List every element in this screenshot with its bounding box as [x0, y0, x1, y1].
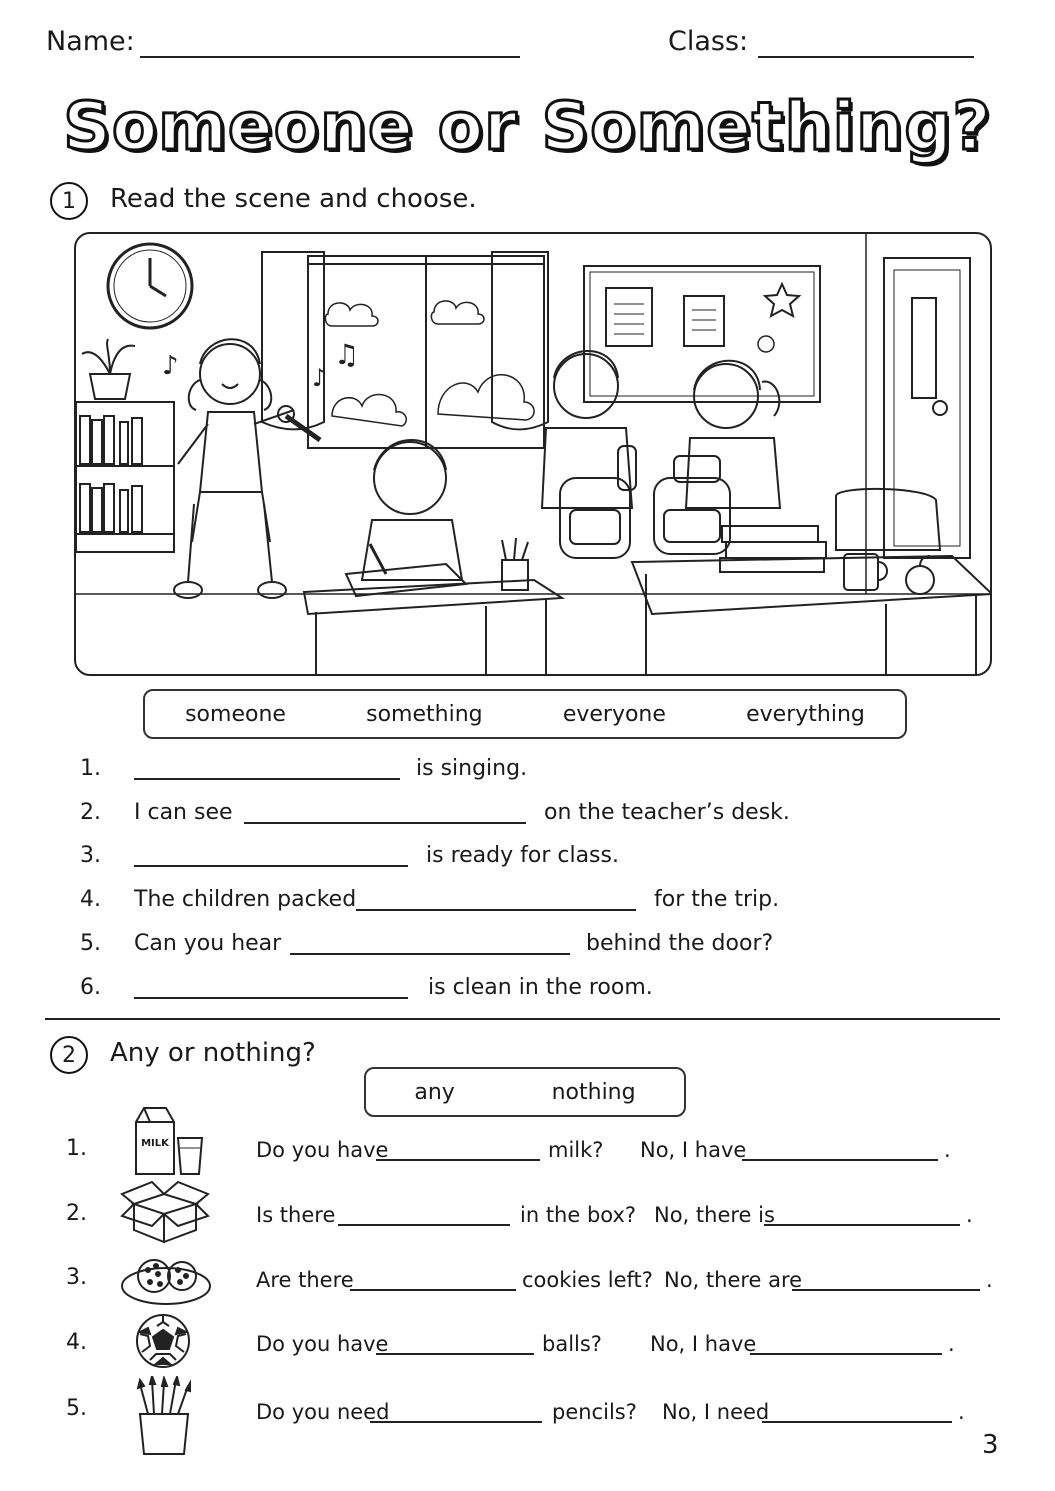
section-2-number: 2 — [50, 1036, 88, 1074]
class-field[interactable] — [758, 56, 974, 58]
clock-icon — [108, 244, 192, 328]
period: . — [944, 1138, 951, 1162]
sentence-text: is singing. — [416, 756, 528, 781]
milk-label: MILK — [141, 1138, 169, 1149]
bulletin-board-icon — [584, 266, 820, 402]
boy-backpack-icon — [542, 351, 636, 558]
door-icon — [884, 258, 970, 558]
sentence-text: is clean in the room. — [428, 975, 653, 1000]
section-1-number: 1 — [50, 182, 88, 220]
sentence-text: The children packed — [134, 887, 357, 912]
word-bank-item: everything — [746, 701, 865, 727]
name-label: Name: — [46, 26, 135, 57]
cookies-icon — [120, 1252, 212, 1308]
period: . — [958, 1400, 965, 1424]
answer-blank[interactable] — [376, 1159, 540, 1161]
item-number: 5. — [66, 1396, 87, 1421]
question-text: Is there — [256, 1203, 336, 1227]
answer-blank[interactable] — [376, 1353, 534, 1355]
sentence-number: 2. — [80, 800, 101, 825]
sentence-text: for the trip. — [654, 887, 780, 912]
answer-blank[interactable] — [792, 1289, 980, 1291]
item-number: 1. — [66, 1136, 87, 1161]
question-text: balls? — [542, 1332, 602, 1356]
word-bank-item: any — [414, 1079, 455, 1105]
singing-girl-icon — [174, 339, 320, 598]
question-text: milk? — [548, 1138, 604, 1162]
sentence-text: Can you hear — [134, 931, 282, 956]
answer-blank[interactable] — [134, 865, 408, 867]
answer-blank[interactable] — [762, 1421, 952, 1423]
answer-blank[interactable] — [370, 1421, 542, 1423]
answer-text: No, there is — [654, 1203, 775, 1227]
word-bank-item: everyone — [562, 701, 666, 727]
answer-blank[interactable] — [350, 1289, 516, 1291]
answer-blank[interactable] — [134, 997, 408, 999]
sentence-number: 1. — [80, 756, 101, 781]
name-field[interactable] — [140, 56, 520, 58]
answer-blank[interactable] — [290, 953, 570, 955]
period: . — [966, 1203, 973, 1227]
question-text: in the box? — [520, 1203, 637, 1227]
answer-blank[interactable] — [356, 909, 636, 911]
section-divider — [45, 1018, 1000, 1020]
answer-text: No, I need — [662, 1400, 770, 1424]
item-number: 4. — [66, 1330, 87, 1355]
word-bank-item: something — [366, 701, 483, 727]
sentence-number: 6. — [80, 975, 101, 1000]
writing-boy-icon — [346, 440, 528, 596]
sentence-text: on the teacher’s desk. — [544, 800, 790, 825]
question-text: Are there — [256, 1268, 354, 1292]
soccer-ball-icon — [134, 1312, 192, 1370]
period: . — [948, 1332, 955, 1356]
class-label: Class: — [668, 26, 749, 57]
question-text: pencils? — [552, 1400, 637, 1424]
sentence-number: 4. — [80, 887, 101, 912]
question-text: cookies left? — [522, 1268, 653, 1292]
answer-blank[interactable] — [750, 1353, 942, 1355]
word-bank-2 — [364, 1067, 686, 1117]
bookshelf-icon — [76, 402, 174, 552]
answer-blank[interactable] — [134, 778, 400, 780]
page-title: Someone or Something? — [63, 88, 992, 165]
answer-blank[interactable] — [764, 1224, 960, 1226]
page-number: 3 — [982, 1430, 999, 1460]
sentence-number: 5. — [80, 931, 101, 956]
section-2-instruction: Any or nothing? — [110, 1038, 316, 1068]
question-text: Do you need — [256, 1400, 390, 1424]
section-1-instruction: Read the scene and choose. — [110, 184, 477, 214]
plant-icon — [82, 339, 135, 399]
period: . — [986, 1268, 993, 1292]
item-number: 3. — [66, 1265, 87, 1290]
answer-blank[interactable] — [244, 822, 526, 824]
box-icon — [120, 1178, 210, 1258]
sentence-text: I can see — [134, 800, 233, 825]
answer-text: No, I have — [640, 1138, 747, 1162]
item-number: 2. — [66, 1201, 87, 1226]
answer-text: No, I have — [650, 1332, 757, 1356]
sentence-text: is ready for class. — [426, 843, 619, 868]
word-bank-1 — [143, 689, 907, 739]
word-bank-item: nothing — [551, 1079, 636, 1105]
answer-text: No, there are — [664, 1268, 803, 1292]
teacher-desk-icon — [632, 489, 992, 676]
milk-carton-icon — [128, 1102, 208, 1182]
pencil-cup-icon — [132, 1376, 196, 1456]
answer-blank[interactable] — [338, 1224, 510, 1226]
svg-text:♪: ♪ — [312, 364, 328, 392]
svg-text:♪: ♪ — [162, 351, 179, 381]
svg-text:♫: ♫ — [334, 338, 360, 371]
question-text: Do you have — [256, 1332, 389, 1356]
word-bank-item: someone — [185, 701, 286, 727]
sentence-text: behind the door? — [586, 931, 774, 956]
sentence-number: 3. — [80, 843, 101, 868]
classroom-scene — [74, 232, 992, 676]
answer-blank[interactable] — [742, 1159, 938, 1161]
window-icon — [262, 252, 548, 448]
question-text: Do you have — [256, 1138, 389, 1162]
